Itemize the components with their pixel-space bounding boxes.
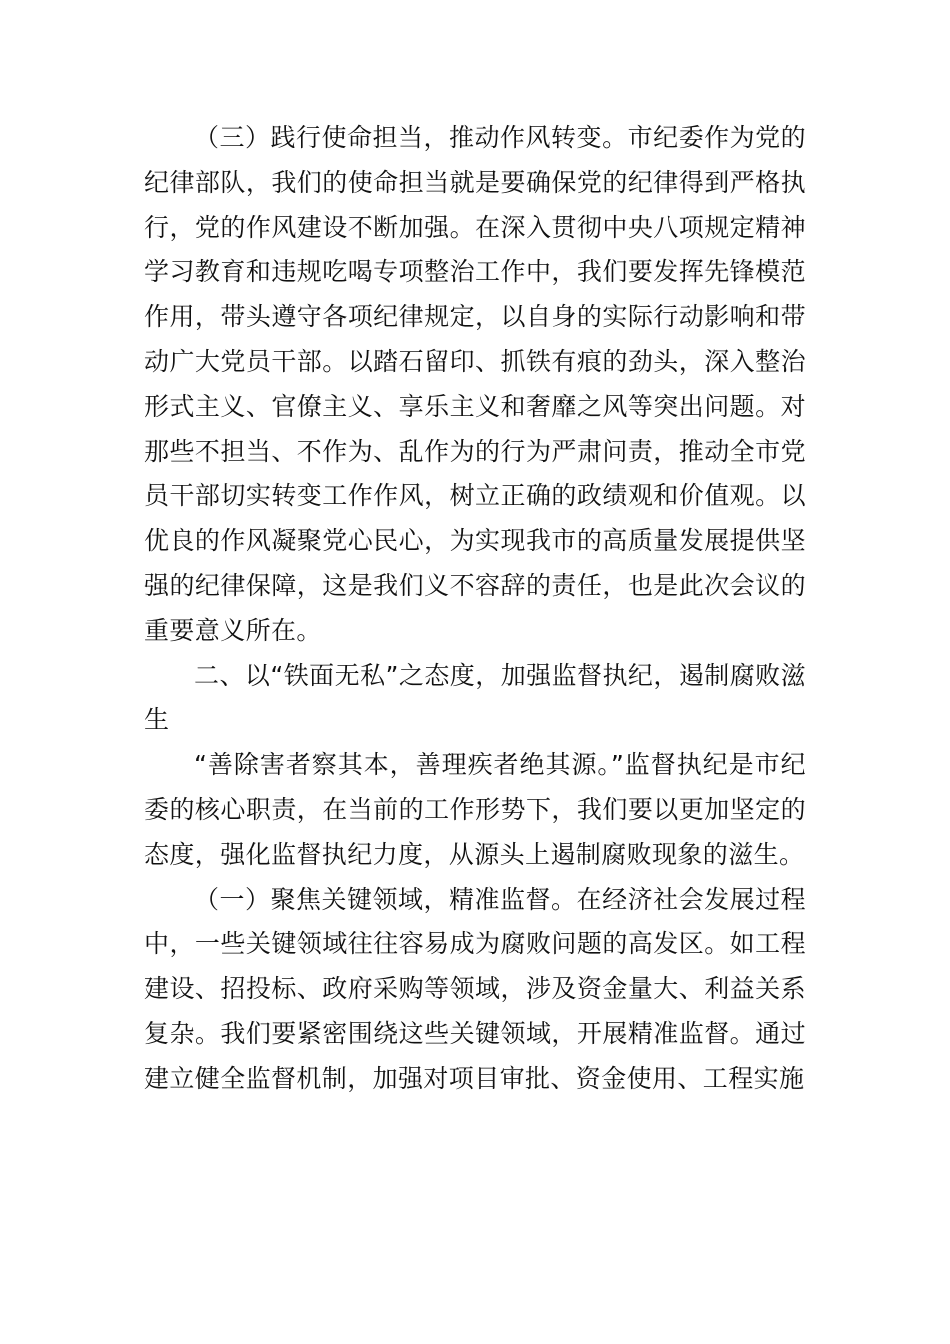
paragraph-supervision-intro: “善除害者察其本，善理疾者绝其源。”监督执纪是市纪委的核心职责，在当前的工作形势下，我们要以更加坚定的态度，强化监督执纪力度，从源头上遏制腐败现象的滋生。 bbox=[144, 750, 806, 869]
paragraph-practice-mission: （三）践行使命担当，推动作风转变。市纪委作为党的纪律部队，我们的使命担当就是要确保党的纪律得到严格执行，党的作风建设不断加强。在深入贯彻中央八项规定精神学习教育和违规吃喝专项整治工作中，我们要发挥先锋模范作用，带头遵守各项纪律规定，以自身的实际行动影响和带动广大党员干部。以踏石留印、抓铁有痕的劲头，深入整治形式主义、官僚主义、享乐主义和奢靡之风等突出问题。对那些不担当、不作为、乱作为的行为严肃问责，推动全市党员干部切实转变工作作风，树立正确的政绩观和价值观。以优良的作风凝聚党心民心，为实现我市的高质量发展提供坚强的纪律保障，这是我们义不容辞的责任，也是此次会议的重要意义所在。 bbox=[144, 123, 806, 645]
paragraph-key-areas: （一）聚焦关键领域，精准监督。在经济社会发展过程中，一些关键领域往往容易成为腐败问题的高发区。如工程建设、招投标、政府采购等领域，涉及资金量大、利益关系复杂。我们要紧密围绕这些关键领域，开展精准监督。通过建立健全监督机制，加强对项目审批、资金使用、工程实施 bbox=[144, 884, 806, 1093]
section-heading-supervision: 二、以“铁面无私”之态度，加强监督执纪，遏制腐败滋生 bbox=[144, 660, 806, 735]
document-page bbox=[144, 116, 806, 1102]
